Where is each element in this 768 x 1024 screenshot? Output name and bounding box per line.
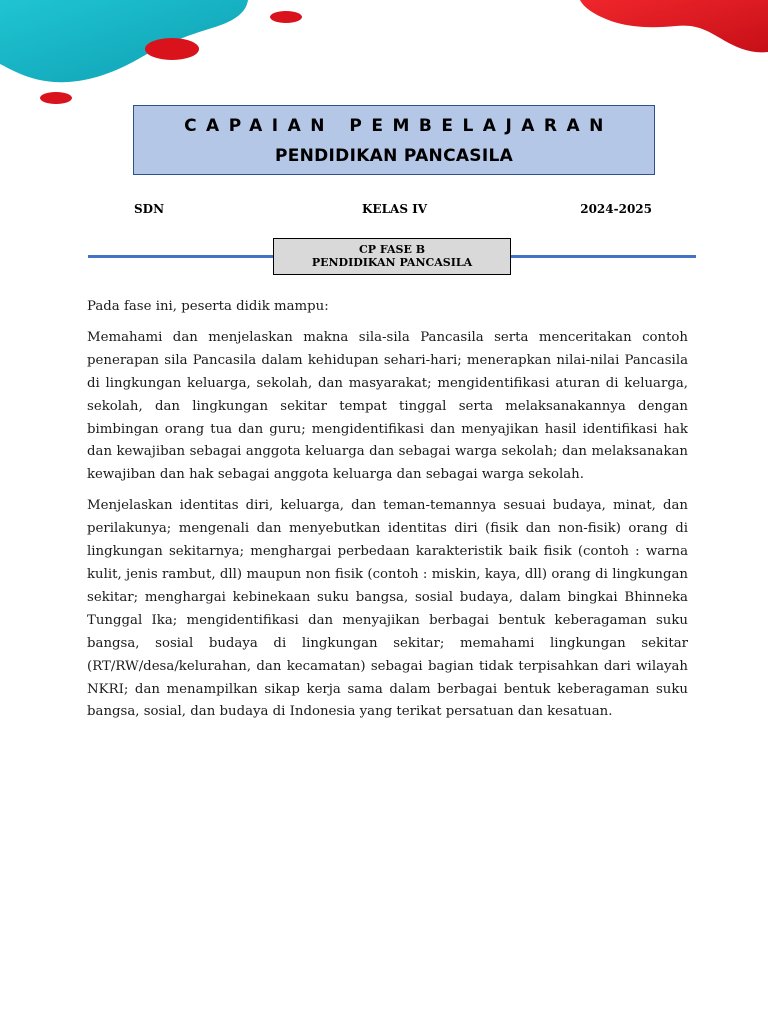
red-drop-small-top <box>270 11 302 23</box>
teal-splash-shape <box>0 0 248 82</box>
year-label: 2024-2025 <box>580 202 652 216</box>
red-splash-shape <box>580 0 768 52</box>
school-label: SDN <box>134 202 165 216</box>
meta-row <box>134 202 652 220</box>
page-title: CAPAIAN PEMBELAJARAN <box>184 116 613 136</box>
intro-paragraph: Pada fase ini, peserta didik mampu: <box>87 299 329 314</box>
paragraph-2: Menjelaskan identitas diri, keluarga, dan teman-temannya sesuai budaya, minat, dan perilakunya; mengenali dan menyebutkan identitas diri (fisik dan non-fisik) orang di lingkungan sekitarnya; menghargai perbedaan karakteristik baik fisik (contoh : warna kulit, jenis rambut, dll) maupun non fisik (contoh : miskin, kaya, dll) orang di lingkungan sekitar; menghargai kebinekaan suku bangsa, sosial budaya, dalam bingkai Bhinneka Tunggal Ika; mengidentifikasi dan menyajikan berbagai bentuk keberagaman suku bangsa, sosial budaya di lingkungan sekitar; memahami lingkungan sekitar (RT/RW/desa/kelurahan, dan kecamatan) sebagai bagian tidak terpisahkan dari wilayah NKRI; dan menampilkan sikap kerja sama dalam berbagai bentuk keberagaman suku bangsa, sosial, dan budaya di Indonesia yang terikat persatuan dan kesatuan. <box>87 498 688 720</box>
red-drop-large <box>145 38 199 60</box>
red-drop-small-left <box>40 92 72 104</box>
decorative-header-splashes <box>0 0 768 120</box>
class-label: KELAS IV <box>362 202 428 216</box>
phase-box <box>273 238 511 275</box>
content-body <box>87 296 688 732</box>
title-box <box>133 105 655 175</box>
phase-subject-label: PENDIDIKAN PANCASILA <box>311 256 473 269</box>
phase-label: CP FASE B <box>358 243 425 256</box>
paragraph-1: Memahami dan menjelaskan makna sila-sila Pancasila serta menceritakan contoh penerapan sila Pancasila dalam kehidupan sehari-hari; menerapkan nilai-nilai Pancasila di lingkungan keluarga, sekolah, dan masyarakat; mengidentifikasi aturan di keluarga, sekolah, dan lingkungan sekitar tempat tinggal serta melaksanakannya dengan bimbingan orang tua dan guru; mengidentifikasi dan menyajikan hasil identifikasi hak dan kewajiban sebagai anggota keluarga dan sebagai warga sekolah; dan melaksanakan kewajiban dan hak sebagai anggota keluarga dan sebagai warga sekolah. <box>87 329 688 483</box>
page-subtitle: PENDIDIKAN PANCASILA <box>274 146 514 166</box>
